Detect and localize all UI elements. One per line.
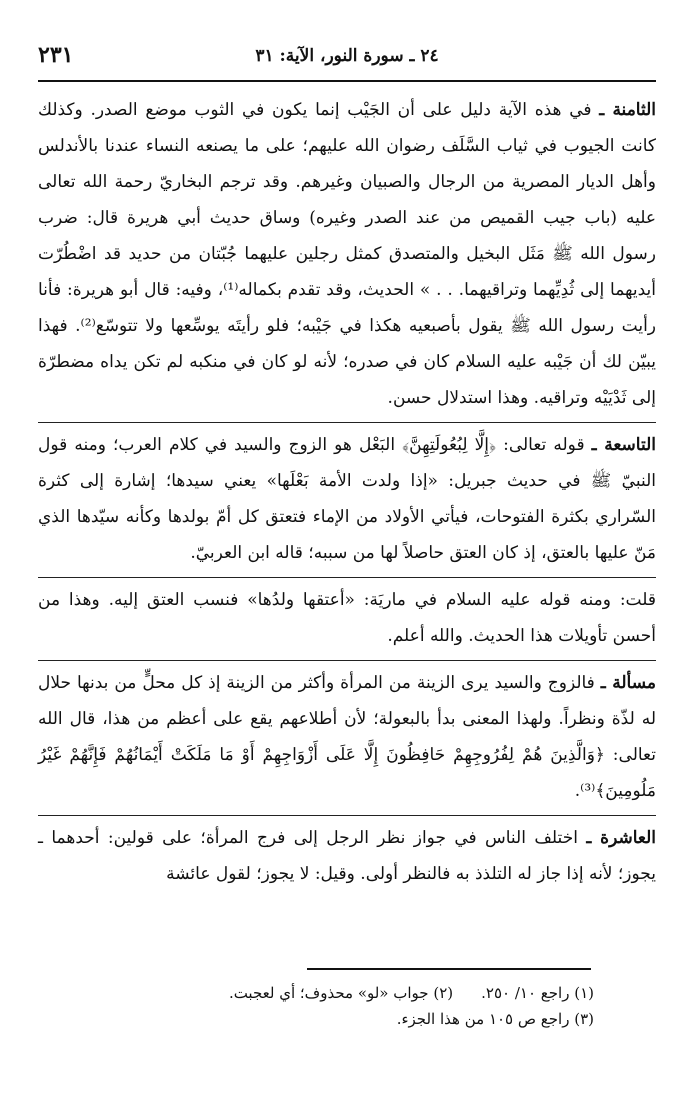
paragraph-lead: التاسعة ـ (591, 435, 657, 455)
footnote: (١) راجع ١٠/ ٢٥٠. (481, 984, 594, 1002)
footnote: (٣) راجع ص ١٠٥ من هذا الجزء. (396, 1010, 594, 1028)
page-number: ٢٣١ (38, 42, 74, 68)
section-divider (38, 422, 656, 423)
page-header (38, 40, 656, 82)
footnote-line (38, 980, 594, 1006)
section-divider (38, 660, 656, 661)
paragraph-text: في هذه الآية دليل على أن الجَيْب إنما يكون في الثوب موضع الصدر. وكذلك كانت الجيوب في ثياب السَّلَف رضوان الله عليهم؛ على ما يصنعه النساء عندنا بالأندلس وأهل الديار المصرية من الرجال والصبيان وغيرهم. وقد ترجم البخاريّ رحمة الله تعالى عليه (باب جيب القميص من عند الصدر وغيره) وساق حديث أبي هريرة قال: ضرب رسول الله ﷺ مَثَل البخيل والمتصدق كمثل رجلين عليهما جُبّتان من حديد قد اضْطُرّت أيديهما إلى ثُدِيِّهما وتراقيهما. . . » الحديث، وقد تقدم بكماله⁽¹⁾، وفيه: قال أبو هريرة: فأنا رأيت رسول الله ﷺ يقول بأصبعيه هكذا في جَيْبه؛ فلو رأيتَه يوسِّعها ولا تتوسّع⁽²⁾. فهذا يبيّن لك أن جَيْبه عليه السلام كان في صدره؛ لأنه لو كان في منكبه لم تكن يداه مضطرّة إلى ثَدْيَيْه وتراقيه. وهذا استدلال حسن. (38, 100, 657, 408)
main-text (38, 92, 656, 892)
paragraph-text: اختلف الناس في جواز نظر الرجل إلى فرج المرأة؛ على قولين: أحدهما ـ يجوز؛ لأنه إذا جاز له التلذذ به فالنظر أولى. وقيل: لا يجوز؛ لقول عائشة (38, 828, 656, 884)
section-divider (38, 577, 656, 578)
paragraph-text: قلت: ومنه قوله عليه السلام في ماريَة: «أعتقها ولدُها» فنسب العتق إليه. وهذا من أحسن تأويلات هذا الحديث. والله أعلم. (38, 590, 656, 646)
paragraph-lead: مسألة ـ (600, 673, 656, 693)
paragraph-text: فالزوج والسيد يرى الزينة من المرأة وأكثر من الزينة إذ كل محلٍّ من بدنها حلال له لذّة ونظراً. ولهذا المعنى بدأ بالبعولة؛ لأن أطلاعهم يقع على أعظم من هذا، قال الله تعالى: ﴿وَالَّذِينَ هُمْ لِفُرُوجِهِمْ حَافِظُونَ إِلَّا عَلَى أَزْوَاجِهِمْ أَوْ مَا مَلَكَتْ أَيْمَانُهُمْ فَإِنَّهُمْ غَيْرُ مَلُومِينَ﴾⁽³⁾. (38, 673, 656, 801)
footnote: (٢) جواب «لو» محذوف؛ أي لعجبت. (228, 984, 454, 1002)
paragraph-tenth (38, 820, 656, 892)
paragraph-note (38, 582, 656, 654)
footnotes (38, 980, 594, 1032)
footnote-separator (307, 968, 591, 970)
paragraph-text: قوله تعالى: ﴿إِلَّا لِبُعُولَتِهِنَّ﴾ البَعْل هو الزوج والسيد في كلام العرب؛ ومنه قول النبيّ ﷺ في حديث جبريل: «إذا ولدت الأمة بَعْلَها» يعني سيدها؛ إشارة إلى كثرة السّراري بكثرة الفتوحات، فيأتي الأولاد من الإماء فتعتق كل أمّ بولدها وكأنه سيّدها الذي مَنّ عليها بالعتق، إذ كان العتق حاصلاً لها من سببه؛ قاله ابن العربيّ. (38, 435, 656, 563)
paragraph-ninth (38, 427, 656, 571)
paragraph-lead: العاشرة ـ (586, 828, 656, 848)
paragraph-eighth (38, 92, 656, 416)
footnote-line (38, 1006, 594, 1032)
paragraph-lead: الثامنة ـ (599, 100, 657, 120)
section-divider (38, 815, 656, 816)
running-title: ٢٤ ـ سورة النور، الآية: ٣١ (255, 46, 439, 66)
paragraph-issue (38, 665, 656, 809)
